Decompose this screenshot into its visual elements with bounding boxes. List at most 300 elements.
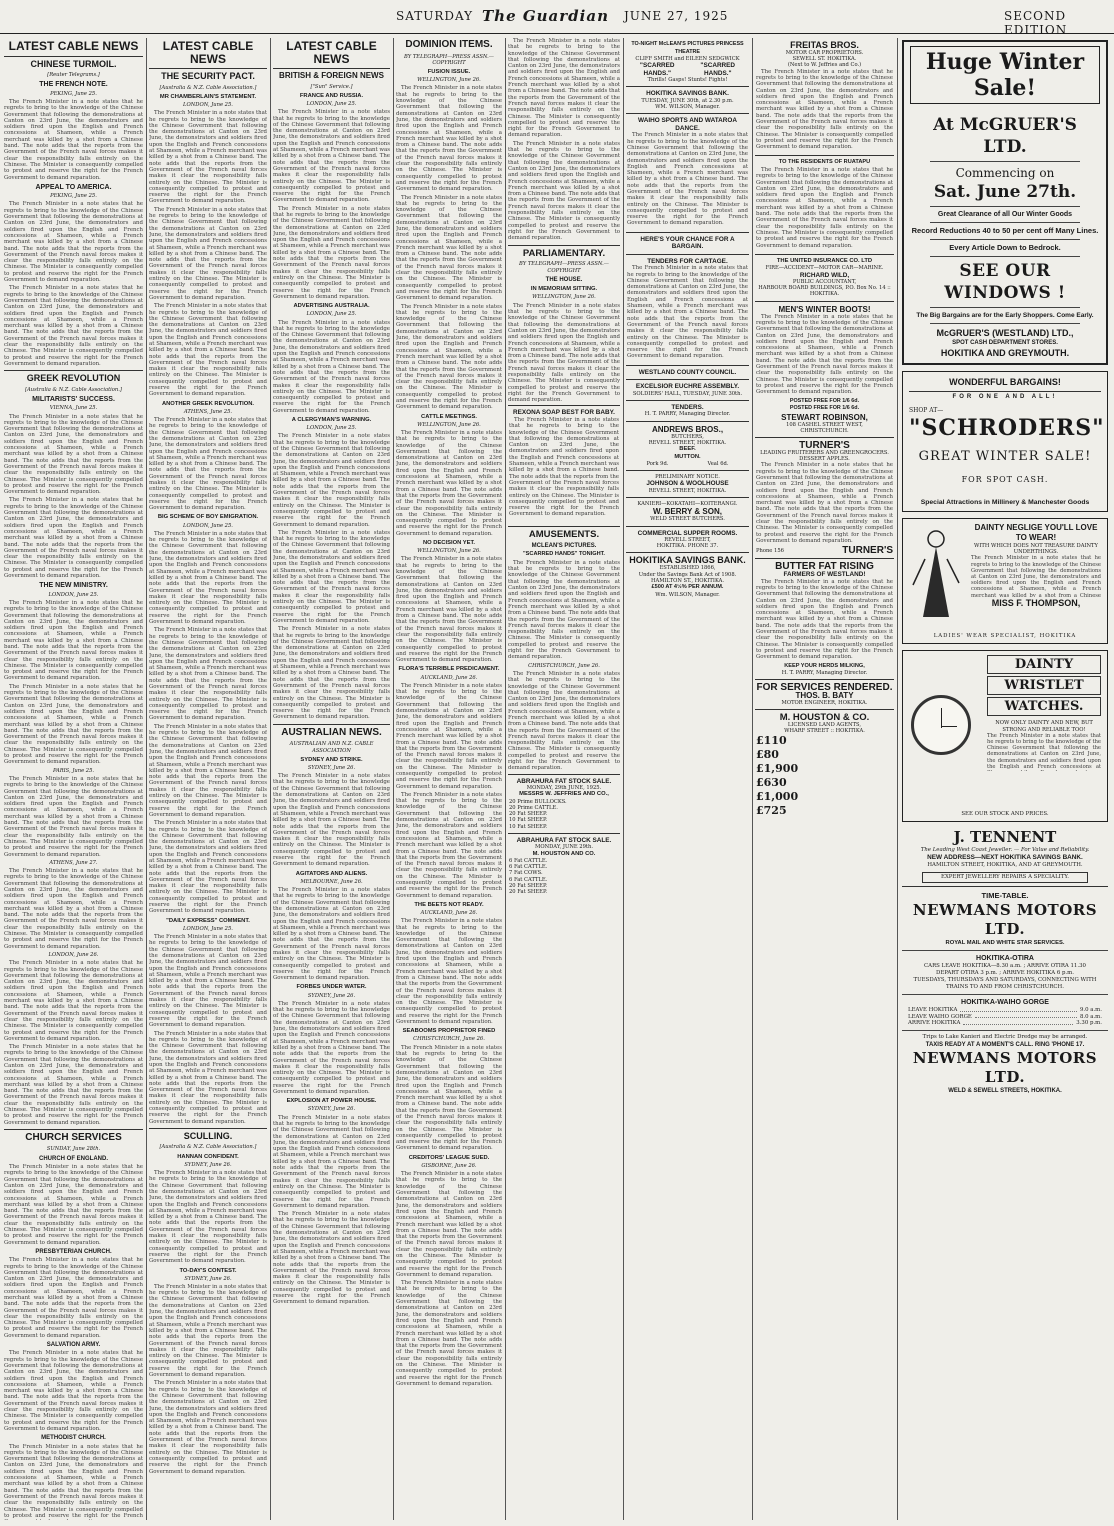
- article-body: The French Minister in a note states that he regrets to bring to the knowledge of the Chinese Government that following the demonstrations at Canton on 23rd June, the demonstrators and soldiers fired upon the English and French concessions at Shameen, while a French merchant was killed by a shot from a Chinese band. The note adds that the reports from the Government of the French naval forces makes it clear the responsibility falls entirely on the Chinese. The Minister is consequently compelled to protest and reserve the right for the French Government to demand reparation.: [149, 303, 267, 398]
- wristlet-title-2: WRISTLET: [987, 676, 1101, 695]
- column-rule: [146, 38, 147, 1520]
- timetable-row: [902, 1020, 1108, 1027]
- wristlet-note: NOW ONLY DAINTY AND NEW, BUT STRONG AND RELIABLE TOO!: [995, 720, 1093, 733]
- bargain-ad: [626, 232, 749, 254]
- column-rule: [897, 38, 898, 1520]
- jw-address: REVELL STREET, HOKITIKA.: [648, 487, 727, 494]
- property-price: £110: [756, 734, 787, 748]
- property-price: £725: [756, 804, 787, 818]
- euchre-ad: [626, 379, 749, 400]
- ad-body: The French Minister in a note states that he regrets to bring to the knowledge of the Chinese Government that following the demonstrations at Canton on 23rd June, the demonstrators and soldiers fired upon the English and French concessions at Shameen, while a French merchant was killed by a shot from a Chinese: [971, 555, 1101, 598]
- mcgruers-sub: SPOT CASH DEPARTMENT STORES.: [952, 340, 1058, 346]
- article-source: [Australia & N.Z. Cable Association.]: [159, 84, 257, 91]
- article-headline: BRITISH & FOREIGN NEWS: [273, 68, 390, 80]
- dateline: LONDON, June 25.: [306, 100, 357, 107]
- mens-boots-ad: [755, 301, 894, 437]
- baty-sub: MOTOR ENGINEER, HOKITIKA.: [781, 699, 868, 706]
- article-subhead: CREDITORS' LEAGUE SUED.: [408, 1154, 490, 1161]
- hokitika-savings-bank-ad: [626, 552, 749, 600]
- butter-fat-ad: [755, 558, 894, 679]
- article-body: The French Minister in a note states that he regrets to bring to the knowledge of the Chinese Government that following the demonstrations at Canton on 23rd June, the demonstrators and soldiers fired upon the English and French concessions at Shameen, while a French merchant was killed by a shot from a Chinese band. The note adds that the reports from the Government of the French naval forces makes it clear the responsibility falls entirely on the Chinese. The Minister is consequently compelled to protest and reserve the right for the French Government to demand reparation.: [396, 429, 502, 537]
- dateline: SYDNEY, June 26.: [307, 1106, 356, 1113]
- masthead-edition: SECOND EDITION: [1004, 9, 1068, 37]
- parliamentary-headline: PARLIAMENTARY.: [508, 245, 620, 259]
- rexona-headline: REXONA SOAP BEST FOR BABY.: [513, 409, 615, 417]
- cartage-headline: TENDERS FOR CARTAGE.: [647, 257, 728, 265]
- article-source: [Reuter Telegrams.]: [47, 72, 100, 79]
- article-subhead: ANOTHER GREEK REVOLUTION.: [161, 400, 255, 407]
- hsb-headline: HOKITIKA SAVINGS BANK.: [629, 555, 746, 566]
- clearance: Great Clearance of all Our Winter Goods: [937, 211, 1073, 218]
- savings-date: TUESDAY, JUNE 30th, at 2.30 p.m.: [641, 97, 734, 104]
- tennent-address-2: HAMILTON STREET, HOKITIKA, AND AT GREYMOUTH.: [927, 862, 1083, 869]
- article-body: The French Minister in a note states that he regrets to bring to the knowledge of the Chinese Government that following the demonstrations at Canton on 23rd June, the demonstrators and soldiers fired upon the English and French concessions at Shameen, while a French merchant was killed by a shot from a Chinese band. The note adds that the reports from the Government of the French naval forces makes it clear the responsibility falls entirely on the Chinese. The Minister is consequently compelled to protest and reserve the right for the French Government to demand reparation.: [273, 319, 390, 414]
- article-headline: GREEK REVOLUTION: [4, 370, 143, 383]
- dateline: LONDON, June 25.: [183, 522, 233, 529]
- article-subhead: MILITARISTS' SUCCESS.: [32, 395, 115, 403]
- tt-time: 3.30 p.m.: [1076, 1020, 1102, 1027]
- article-body: The French Minister in a note states that he regrets to bring to the knowledge of the Chinese Government that following the demonstrations at Canton on 23rd June, the demonstrators and soldiers fired upon the English and French concessions at Shameen, while a French merchant was killed by a shot from a Chinese band. The note adds that the reports from the Government of the French naval forces makes it clear the responsibility falls entirely on the Chinese. The Minister is consequently compelled to protest and reserve the right for the French Government to demand reparation.: [508, 302, 620, 404]
- divider: [930, 239, 1080, 240]
- article-source: BY TELEGRAPH—PRESS ASSN.—COPYRIGHT: [404, 53, 494, 66]
- church-body: The French Minister in a note states that he regrets to bring to the knowledge of the Chinese Government that following the demonstrations at Canton on 23rd June, the demonstrators and soldiers fired upon the English and French concessions at Shameen, while a French merchant was killed by a shot from a Chinese band. The note adds that the reports from the Government of the French naval forces makes it clear the responsibility falls entirely on the Chinese. The Minister is consequently compelled to protest and reserve the right for the French Government to demand reparation.: [4, 1164, 143, 1246]
- turner-note: DESSERT APPLES.: [799, 456, 850, 463]
- tennent-address: NEW ADDRESS—NEXT HOKITIKA SAVINGS BANK.: [927, 854, 1083, 862]
- houston-land-agents-ad: [755, 709, 894, 821]
- bargain-headline: HERE'S YOUR CHANCE FOR A BARGAIN.: [640, 235, 735, 251]
- article-source: BY TELEGRAPH—PRESS ASSN.—COPYRIGHT: [519, 261, 609, 274]
- tenders-ad: [626, 400, 749, 421]
- rexona-body: The French Minister in a note states that he regrets to bring to the knowledge of the Chinese Government that following the demonstrations at Canton on 23rd June, the demonstrators and soldiers fired upon the English and French concessions at Shameen, while a French merchant was killed by a shot from a Chinese band. The note adds that the reports from the Government of the French naval forces makes it clear the responsibility falls entirely on the Chinese. The Minister is consequently compelled to protest and reserve the right for the French Government to demand reparation.: [509, 416, 619, 518]
- hsb-sign: Wm. WILSON, Manager.: [655, 591, 720, 598]
- stewart-address: 108 CASHEL STREET WEST,: [786, 421, 863, 428]
- article-subhead: THE HOUSE.: [545, 277, 583, 284]
- newmans-headline: NEWMANS MOTORS LTD.: [912, 901, 1098, 939]
- column-3: [273, 38, 390, 1520]
- sale-date: Sat. June 27th.: [933, 182, 1077, 202]
- mclean-pictures-ad: [626, 38, 749, 86]
- waiho-headline: WAIHO SPORTS AND WATAROA DANCE.: [638, 117, 737, 132]
- column-8: [900, 38, 1110, 1520]
- section-headline: LATEST CABLE NEWS: [162, 39, 254, 66]
- church-services-headline: CHURCH SERVICES: [4, 1129, 143, 1144]
- farmers-headline: FARMERS OF WESTLAND!: [783, 571, 866, 579]
- jw-headline: JOHNSON & WOOLHOUSE: [646, 480, 729, 488]
- article-body: The French Minister in a note states that he regrets to bring to the knowledge of the Chinese Government that following the demonstrations at Canton on 23rd June, the demonstrators and soldiers fired upon the English and French concessions at Shameen, while a French merchant was killed by a shot from a Chinese band. The note adds that the reports from the Government of the French naval forces makes it clear the responsibility falls entirely on the Chinese. The Minister is consequently compelled to protest and reserve the right for the French Government to demand reparation.: [273, 626, 390, 721]
- article-body: The French Minister in a note states that he regrets to bring to the knowledge of the Chinese Government that following the demonstrations at Canton on 23rd June, the demonstrators and soldiers fired upon the English and French concessions at Shameen, while a French merchant was killed by a shot from a Chinese band. The note adds that the reports from the Government of the French naval forces makes it clear the responsibility falls entirely on the Chinese. The Minister is consequently compelled to protest and reserve the right for the French Government to demand reparation.: [149, 820, 267, 915]
- article-body: The French Minister in a note states that he regrets to bring to the knowledge of the Chinese Government that following the demonstrations at Canton on 23rd June, the demonstrators and soldiers fired upon the English and French concessions at Shameen, while a French merchant was killed by a shot from a Chinese band. The note adds that the reports from the Government of the French naval forces makes it clear the responsibility falls entirely on the Chinese. The Minister is consequently compelled to protest and reserve the right for the French Government to demand reparation.: [149, 417, 267, 512]
- article-body: The French Minister in a note states that he regrets to bring to the knowledge of the Chinese Government that following the demonstrations at Canton on 23rd June, the demonstrators and soldiers fired upon the English and French concessions at Shameen, while a French merchant was killed by a shot from a Chinese band. The note adds that the reports from the Government of the French naval forces makes it clear the responsibility falls entirely on the Chinese. The Minister is consequently compelled to protest and reserve the right for the French Government to demand reparation.: [273, 433, 390, 528]
- dateline: WELLINGTON, June 26.: [532, 294, 596, 301]
- services-headline: FOR SERVICES RENDERED.: [756, 682, 893, 694]
- hsb-rate: £500 AT 4½% PER ANNUM.: [651, 584, 724, 591]
- dateline: WELLINGTON, June 26.: [417, 77, 481, 84]
- article-body: The French Minister in a note states that he regrets to bring to the knowledge of the Chinese Government that following the demonstrations at Canton on 23rd June, the demonstrators and soldiers fired upon the English and French concessions at Shameen, while a French merchant was killed by a shot from a Chinese band. The note adds that the reports from the Government of the French naval forces makes it clear the responsibility falls entirely on the Chinese. The Minister is consequently compelled to protest and reserve the right for the French Government to demand reparation.: [4, 201, 143, 284]
- divider: [930, 256, 1080, 257]
- mcgruers-location: HOKITIKA AND GREYMOUTH.: [940, 348, 1070, 358]
- sale-lots: [509, 858, 619, 895]
- article-subhead: SEABOOMS PROPRIETOR FINED: [402, 1028, 496, 1035]
- tennent-wristlet-ad: [902, 650, 1108, 822]
- article-body: The French Minister in a note states that he regrets to bring to the knowledge of the Chinese Government that following the demonstrations at Canton on 23rd June, the demonstrators and soldiers fired upon the English and French concessions at Shameen, while a French merchant was killed by a shot from a Chinese band. The note adds that the reports from the Government of the French naval forces makes it clear the responsibility falls entirely on the Chinese. The Minister is consequently compelled to protest and reserve the right for the French Government to demand reparation.: [4, 98, 143, 181]
- article-body: The French Minister in a note states that he regrets to bring to the knowledge of the Chinese Government that following the demonstrations at Canton on 23rd June, the demonstrators and soldiers fired upon the English and French concessions at Shameen, while a French merchant was killed by a shot from a Chinese band. The note adds that the reports from the Government of the French naval forces makes it clear the responsibility falls entirely on the Chinese. The Minister is consequently compelled to protest and reserve the right for the French Government to demand reparation.: [4, 285, 143, 367]
- dateline: CHRISTCHURCH, June 26.: [528, 662, 600, 669]
- article-subhead: CATTLE MEETINGS.: [421, 413, 477, 420]
- spot-cash: FOR SPOT CASH.: [961, 475, 1049, 485]
- divider: [930, 323, 1080, 324]
- church-body: The French Minister in a note states that he regrets to bring to the knowledge of the Chinese Government that following the demonstrations at Canton on 23rd June, the demonstrators and soldiers fired upon the English and French concessions at Shameen, while a French merchant was killed by a shot from a Chinese band. The note adds that the reports from the Government of the French naval forces makes it clear the responsibility falls entirely on the Chinese. The Minister is consequently compelled to protest and reserve the right for the French: [4, 1443, 143, 1519]
- otira-line: TUESDAYS, THURSDAYS AND SATURDAYS, CONNECTING WITH TRAINS TO AND FROM CHRISTCHURCH.: [913, 977, 1097, 991]
- article-subhead: THE NEW MINISTRY.: [39, 582, 108, 590]
- article-subhead: FRANCE AND RUSSIA.: [299, 92, 364, 99]
- article-subhead: "DAILY EXPRESS" COMMENT.: [166, 917, 250, 924]
- article-body: The French Minister in a note states that he regrets to bring to the knowledge of the Chinese Government that following the demonstrations at Canton on 23rd June, the demonstrators and soldiers fired upon the English and French concessions at Shameen, while a French merchant was killed by a shot from a Chinese band. The note adds that the reports from the Government of the French naval forces makes it clear the responsibility falls entirely on the Chinese. The Minister is consequently compelled to protest and reserve the right for the French Government to demand reparation.: [149, 627, 267, 722]
- commencing: Commencing on: [955, 166, 1055, 180]
- united-insurance-ad: [755, 254, 894, 301]
- sale-lot: 6 Fat CATTLE.: [509, 858, 548, 865]
- article-subhead: HANNAN CONFIDENT.: [177, 1153, 239, 1160]
- scarred-pair: [627, 62, 748, 77]
- property-price: £80: [756, 748, 779, 762]
- boots-price: POSTED FREE FOR 1/6 6d.: [789, 397, 860, 404]
- dateline: PEKING, June 25.: [50, 193, 97, 200]
- section-headline: DOMINION ITEMS.: [405, 39, 493, 50]
- early-shoppers: The Big Bargains are for the Early Shoppers. Come Early.: [916, 312, 1094, 319]
- tennent-banner: [902, 828, 1108, 887]
- rexona-ad: [508, 405, 620, 522]
- ad-body: The French Minister in a note states that he regrets to bring to the knowledge of the Chinese Government that following the demonstrations at Canton on 23rd June, the demonstrators and soldiers fired upon the English and French concessions at Shameen, while a French merchant was killed by a shot from a Chinese band. The note adds that the reports from the Government of the French naval forces makes it clear the responsibility falls entirely on the Chinese. The Minister is consequently compelled to protest and reserve the right for the French Government to demand reparation.: [756, 68, 893, 151]
- beef-head: BEEF.: [679, 446, 696, 453]
- tennent-note: EXPERT JEWELLERY REPAIRS A SPECIALITY.: [922, 872, 1088, 883]
- sale-lot: 6 Fat CATTLE.: [509, 876, 548, 883]
- article-body: The French Minister in a note states that he regrets to bring to the knowledge of the Chinese Government that following the demonstrations at Canton on 23rd June, the demonstrators and soldiers fired upon the English and French concessions at Shameen, while a French merchant was killed by a shot from a Chinese band. The note adds that the reports from the Government of the French naval forces makes it clear the responsibility falls entirely on the Chinese. The Minister is consequently compelled to protest and reserve the right for the French Government to demand reparation.: [273, 773, 390, 868]
- pictures-subhead: MCLEAN'S PICTURES.: [531, 542, 597, 549]
- otira-line: DEPART OTIRA 3 p.m. ; ARRIVE HOKITIKA 6 p.m.: [936, 970, 1074, 977]
- dateline: SYDNEY, June 26.: [307, 764, 356, 771]
- article-body: The French Minister in a note states that he regrets to bring to the knowledge of the Chinese Government that following the demonstrations at Canton on 23rd June, the demonstrators and soldiers fired upon the English and French concessions at Shameen, while a French merchant was killed by a shot from a Chinese band. The note adds that the reports from the Government of the French naval forces makes it clear the responsibility falls entirely on the Chinese. The Minister is consequently compelled to protest and reserve the right for the French Government to demand reparation.: [396, 791, 502, 899]
- article-body: The French Minister in a note states that he regrets to bring to the knowledge of the Chinese Government that following the demonstrations at Canton on 23rd June, the demonstrators and soldiers fired upon the English and French concessions at Shameen, while a French merchant was killed by a shot from a Chinese band. The note adds that the reports from the Government of the French naval forces makes it clear the responsibility falls entirely on the Chinese. The Minister is consequently compelled to protest and reserve the right for the French Government to demand reparation.: [508, 559, 620, 661]
- cartage-tender-ad: [626, 254, 749, 365]
- turner-sub: LEADING FRUITERERS AND GREENGROCERS.: [760, 449, 889, 456]
- andrews-headline: ANDREWS BROS.,: [651, 424, 724, 434]
- turner-phone: Phone 156: [756, 547, 784, 554]
- ruatapu-notice: [755, 155, 894, 253]
- waiho-sports-ad: [626, 113, 749, 231]
- article-body: The French Minister in a note states that he regrets to bring to the knowledge of the Chinese Government that following the demonstrations at Canton on 23rd June, the demonstrators and soldiers fired upon the English and French concessions at Shameen, while a French merchant was killed by a shot from a Chinese band. The note adds that the reports from the Government of the French naval forces makes it clear the responsibility falls entirely on the Chinese. The Minister is consequently compelled to protest and reserve the right for the French Government to demand reparation.: [4, 497, 143, 579]
- church-body: The French Minister in a note states that he regrets to bring to the knowledge of the Chinese Government that following the demonstrations at Canton on 23rd June, the demonstrators and soldiers fired upon the English and French concessions at Shameen, while a French merchant was killed by a shot from a Chinese band. The note adds that the reports from the Government of the French naval forces makes it clear the responsibility falls entirely on the Chinese. The Minister is consequently compelled to protest and reserve the right for the French Government to demand reparation.: [4, 1257, 143, 1339]
- article-headline: AUSTRALIAN NEWS.: [273, 724, 390, 739]
- newmans-timetable: [902, 891, 1108, 1095]
- csr-headline: COMMERCIAL SUPPER ROOMS.: [637, 529, 738, 537]
- dateline: SYDNEY, June 26.: [184, 1275, 232, 1282]
- ad-body: The French Minister in a note states that he regrets to bring to the knowledge of the Chinese Government that following the demonstrations at Canton on 23rd June, the demonstrators and soldiers fired upon the English and French concessions at Shameen, while a French merchant was killed by a shot from a Chinese band. The note adds that the reports from the Government of the French naval forces makes it clear the responsibility falls entirely on the Chinese. The Minister is consequently compelled to protest and reserve the right for the French Government to demand reparation.: [627, 265, 748, 360]
- stewart-city: CHRISTCHURCH.: [800, 427, 849, 434]
- csr-phone: HOKITIKA. PHONE 37.: [656, 543, 719, 550]
- wcc-headline: WESTLAND COUNTY COUNCIL.: [638, 368, 737, 376]
- article-source: ["Sun" Service.]: [310, 83, 353, 90]
- schroders-ad: [902, 371, 1108, 512]
- thompson-ad: [902, 518, 1108, 644]
- church-subhead: SALVATION ARMY.: [46, 1342, 101, 1349]
- tt-place: LEAVE HOKITIKA: [908, 1007, 958, 1014]
- article-body: The French Minister in a note states that he regrets to bring to the knowledge of the Chinese Government that following the demonstrations at Canton on 23rd June, the demonstrators and soldiers fired upon the English and French concessions at Shameen, while a French merchant was killed by a shot from a Chinese band. The note adds that the reports from the Government of the French naval forces makes it clear the responsibility falls entirely on the Chinese. The Minister is consequently compelled to protest and reserve the right for the French Government to demand reparation.: [508, 670, 620, 772]
- article-subhead: FUSION ISSUE.: [427, 69, 471, 76]
- tennent-sub: The Leading West Coast Jeweller. — For Value and Reliability.: [920, 847, 1090, 854]
- ad-body: The French Minister in a note states that he regrets to bring to the knowledge of the Chinese Government that following the demonstrations at Canton on 23rd June, the demonstrators and soldiers fired upon the English and French concessions at: [987, 732, 1101, 770]
- article-body: The French Minister in a note states that he regrets to bring to the knowledge of the Chinese Government that following the demonstrations at Canton on 23rd June, the demonstrators and soldiers fired upon the English and French concessions at Shameen, while a French merchant was killed by a shot from a Chinese band. The note adds that the reports from the Government of the French naval forces makes it clear the responsibility falls entirely on the Chinese. The Minister is consequently compelled to protest and reserve the right for the French Government to demand reparation.: [4, 868, 143, 950]
- article-body: The French Minister in a note states that he regrets to bring to the knowledge of the Chinese Government that following the demonstrations at Canton on 23rd June, the demonstrators and soldiers fired upon the English and French concessions at Shameen, while a French merchant was killed by a shot from a Chinese band. The note adds that the reports from the Government of the French naval forces makes it clear the responsibility falls entirely on the Chinese. The Minister is consequently compelled to protest and reserve the right for the French Government to demand reparation.: [4, 960, 143, 1042]
- dateline: ATHENS, June 25.: [183, 408, 233, 415]
- abrahura-sale-ad-2: [508, 833, 620, 898]
- boots-price: POSTED FREE FOR 1/6 6d.: [789, 405, 860, 411]
- sale-lot: 6 Fat CATTLE.: [509, 864, 548, 871]
- article-body: The French Minister in a note states that he regrets to bring to the knowledge of the Chinese Government that following the demonstrations at Canton on 23rd June, the demonstrators and soldiers fired upon the English and French concessions at Shameen, while a French merchant was killed by a shot from a Chinese band. The note adds that the reports from the Government of the French naval forces makes it clear the responsibility falls entirely on the Chinese. The Minister is consequently compelled to protest and reserve the right for the French Government to demand reparation.: [149, 110, 267, 205]
- boots-headline: MEN'S WINTER BOOTS!: [778, 304, 871, 314]
- mcgruers-name: McGRUER'S (WESTLAND) LTD.,: [936, 328, 1074, 338]
- freitas-address: SEWELL ST. HOKITIKA.: [792, 56, 857, 63]
- ui-address: HARBOUR BOARD BUILDINGS, P.O. Box No. 14 :: HOKITIKA.: [758, 285, 891, 298]
- mclean-stars: CLIFF SMITH and EILEEN SEDGWICK: [635, 56, 740, 62]
- dateline: LONDON, June 26.: [48, 951, 99, 958]
- keep-milking: KEEP YOUR HERDS MILKING,: [784, 662, 865, 669]
- abrahura-sale-ad: [508, 774, 620, 833]
- article-body: The French Minister in a note states that he regrets to bring to the knowledge of the Chinese Government that following the demonstrations at Canton on 23rd June, the demonstrators and soldiers fired upon the English and French concessions at Shameen, while a French merchant was killed by a shot from a Chinese band. The note adds that the reports from the Government of the French naval forces makes it clear the responsibility falls entirely on the Chinese. The Minister is consequently compelled to protest and reserve the right for the French Government to demand reparation.: [396, 1044, 502, 1152]
- article-subhead: NO DECISION YET.: [422, 540, 476, 547]
- newmans-headline-2: NEWMANS MOTORS LTD.: [912, 1049, 1098, 1087]
- article-body: The French Minister in a note states that he regrets to bring to the knowledge of the Chinese Government that following the demonstrations at Canton on 23rd June, the demonstrators and soldiers fired upon the English and French concessions at Shameen, while a French merchant was killed by a shot from a Chinese band. The note adds that the reports from the Government of the French naval forces makes it clear the responsibility falls entirely on the Chinese. The Minister is consequently compelled to protest and reserve the right for the French Government to demand reparation.: [273, 1114, 390, 1209]
- ladies-wear: LADIES' WEAR SPECIALIST, HOKITIKA: [933, 633, 1077, 639]
- masthead-day: SATURDAY: [396, 9, 474, 23]
- savings-bank-meeting-ad: [626, 86, 749, 113]
- wristlet-watch-icon: [911, 695, 971, 755]
- article-body: The French Minister in a note states that he regrets to bring to the knowledge of the Chinese Government that following the demonstrations at Canton on 23rd June, the demonstrators and soldiers fired upon the English and French concessions at Shameen, while a French merchant was killed by a shot from a Chinese band. The note adds that the reports from the Government of the French naval forces makes it clear the responsibility falls entirely on the Chinese. The Minister is consequently compelled to protest and reserve the right for the French Government to demand reparation.: [4, 775, 143, 858]
- shop-at: SHOP AT—: [909, 407, 944, 414]
- article-subhead: MR CHAMBERLAIN'S STATEMENT.: [159, 93, 257, 100]
- berry-butchers-ad: [626, 497, 749, 525]
- turner-foot: TURNER'S: [842, 545, 893, 557]
- divider: [902, 950, 1108, 951]
- tennent-name: J. TENNENT: [953, 828, 1057, 847]
- houston-sub: LICENSED LAND AGENTS,: [787, 721, 862, 728]
- amusements-headline: AMUSEMENTS.: [508, 526, 620, 540]
- section-headline: LATEST CABLE NEWS: [8, 39, 139, 53]
- sale-lot: 20 Fat SHEEP.: [509, 811, 548, 818]
- dateline: SYDNEY, June 26.: [184, 1161, 232, 1168]
- ruatapu-headline: TO THE RESIDENTS OF RUATAPU: [778, 159, 871, 166]
- article-body: The French Minister in a note states that he regrets to bring to the knowledge of the Chinese Government that following the demonstrations at Canton on 23rd June, the demonstrators and soldiers fired upon the English and French concessions at Shameen, while a French merchant was killed by a shot from a Chinese band. The note adds that the reports from the Government of the French naval forces makes it clear the responsibility falls entirely on the Chinese. The Minister is consequently compelled to protest and reserve the right for the French Government to demand reparation.: [396, 918, 502, 1026]
- ad-body: The French Minister in a note states that he regrets to bring to the knowledge of the Chinese Government that following the demonstrations at Canton on 23rd June, the demonstrators and soldiers fired upon the English and French concessions at Shameen, while a French merchant was killed by a shot from a Chinese band. The note adds that the reports from the Government of the French naval forces makes it clear the responsibility falls entirely on the Chinese. The Minister is consequently compelled to protest and reserve the right for the French Government to demand reparation.: [756, 578, 893, 661]
- article-body: The French Minister in a note states that he regrets to bring to the knowledge of the Chinese Government that following the demonstrations at Canton on 23rd June, the demonstrators and soldiers fired upon the English and French concessions at Shameen, while a French merchant was killed by a shot from a Chinese band. The note adds that the reports from the Government of the French naval forces makes it clear the responsibility falls entirely on the Chinese. The Minister is consequently compelled to protest and reserve the right for the French Government to demand reparation.: [4, 599, 143, 682]
- divider: [902, 1030, 1108, 1031]
- dateline: LONDON, June 25.: [183, 102, 233, 108]
- dot-leader: [960, 1007, 1077, 1012]
- hsb-established: ESTABLISHED 1866,: [659, 565, 716, 572]
- otira-line: CARS LEAVE HOKITIKA—8.30 a.m. ; ARRIVE OTIRA 11.30: [924, 963, 1086, 970]
- ad-body: The French Minister in a note states that he regrets to bring to the knowledge of the Chinese Government that following the demonstrations at Canton on 23rd June, the demonstrators and soldiers fired upon the English and French concessions at Shameen, while a French merchant was killed by a shot from a Chinese band. The note adds that the reports from the Government of the French naval forces makes it clear the responsibility falls entirely on the Chinese. The Minister is consequently compelled to protest and reserve the right for the French Government to demand reparation.: [756, 462, 893, 544]
- divider: [930, 307, 1080, 308]
- at-mcgruers: At McGRUER'S LTD.: [933, 115, 1077, 157]
- sale-lot: 20 Fat SHEEP.: [509, 889, 548, 896]
- article-body: The French Minister in a note states that he regrets to bring to the knowledge of the Chinese Government that following the demonstrations at Canton on 23rd June, the demonstrators and soldiers fired upon the English and French concessions at Shameen, while a French merchant was killed by a shot from a Chinese band. The note adds that the reports from the Government of the French naval forces makes it clear the responsibility falls entirely on the Chinese. The Minister is consequently compelled to protest and reserve the right for the French Government to demand reparation.: [273, 1000, 390, 1095]
- savings-headline: HOKITIKA SAVINGS BANK.: [646, 90, 729, 98]
- csr-address: REVELL STREET,: [664, 537, 711, 544]
- article-subhead: SYDNEY AND STRIKE.: [300, 756, 363, 763]
- tt-time: 8.0 a.m.: [1079, 1013, 1102, 1020]
- timetable-row: [902, 1007, 1108, 1014]
- sale-lot: 20 Prime CATTLE.: [509, 805, 558, 812]
- mutton-head: MUTTON.: [674, 453, 701, 460]
- article-body: The French Minister in a note states that he regrets to bring to the knowledge of the Chinese Government that following the demonstrations at Canton on 23rd June, the demonstrators and soldiers fired upon the English and French concessions at Shameen, while a French merchant was killed by a shot from a Chinese band. The note adds that the reports from the Government of the French naval forces makes it clear the responsibility falls entirely on the Chinese. The Minister is consequently compelled to protest and reserve the right for the French Government to demand reparation.: [396, 85, 502, 193]
- special-attractions: Special Attractions in Millinery & Manchester Goods: [920, 499, 1090, 507]
- sale-lot: 7 Fat COWS.: [509, 870, 543, 877]
- divider: [930, 222, 1080, 223]
- article-body: The French Minister in a note states that he regrets to bring to the knowledge of the Chinese Government that following the demonstrations at Canton on 23rd June, the demonstrators and soldiers fired upon the English and French concessions at Shameen, while a French merchant was killed by a shot from a Chinese band. The note adds that the reports from the Government of the French naval forces makes it clear the responsibility falls entirely on the Chinese. The Minister is consequently compelled to protest and reserve the right for the French Government to demand reparation.: [396, 1171, 502, 1278]
- ad-body: The French Minister in a note states that he regrets to bring to the knowledge of the Chinese Government that following the demonstrations at Canton on 23rd June, the demonstrators and soldiers fired upon the English and French concessions at Shameen, while a French merchant was killed by a shot from a Chinese band. The note adds that the reports from the Government of the French naval forces makes it clear the responsibility falls entirely on the Chinese. The Minister is consequently compelled to protest and reserve the right for the French Government to demand reparation.: [627, 132, 748, 227]
- article-body: The French Minister in a note states that he regrets to bring to the knowledge of the Chinese Government that following the demonstrations at Canton on 23rd June, the demonstrators and soldiers fired upon the English and French concessions at Shameen, while a French merchant was killed by a shot from a Chinese band. The note adds that the reports from the Government of the French naval forces makes it clear the responsibility falls entirely on the Chinese. The Minister is consequently compelled to protest and reserve the right for the French Government to demand reparation.: [4, 683, 143, 766]
- sale-lot: 10 Fat SHEEP.: [509, 823, 548, 830]
- dainty-sub: WITH WHICH DOES NOT TREASURE DAINTY UNDERTHINGS.: [974, 543, 1098, 556]
- mclean-top: TO-NIGHT McLEAN'S PICTURES PRINCESS THEATRE: [631, 41, 744, 55]
- article-body: The French Minister in a note states that he regrets to bring to the knowledge of the Chinese Government that following the demonstrations at Canton on 23rd June, the demonstrators and soldiers fired upon the English and French concessions at Shameen, while a French merchant was killed by a shot from a Chinese band. The note adds that the reports from the Government of the French naval forces makes it clear the responsibility falls entirely on the Chinese. The Minister is consequently compelled to protest and reserve the right for the French Government to demand reparation.: [273, 205, 390, 300]
- mcgruers-ad: [902, 40, 1108, 365]
- stewart-headline: STEWART ROBINSON,: [781, 412, 868, 422]
- ui-sub: FIRE—ACCIDENT—MOTOR CAR—MARINE.: [765, 265, 884, 272]
- otira-headline: HOKITIKA-OTIRA: [976, 955, 1034, 963]
- thompson-name: MISS F. THOMPSON,: [991, 598, 1081, 609]
- article-subhead: ADVERTISING AUSTRALIA.: [293, 303, 370, 310]
- divider: [930, 206, 1080, 207]
- column-rule: [393, 38, 394, 1520]
- tt-place: ARRIVE HOKITIKA: [908, 1020, 961, 1027]
- column-rule: [623, 38, 624, 1520]
- article-body: The French Minister in a note states that he regrets to bring to the knowledge of the Chinese Government that following the demonstrations at Canton on 23rd June, the demonstrators and soldiers fired upon the English and French concessions at Shameen, while a French merchant was killed by a shot from a Chinese band. The note adds that the reports from the Government of the French naval forces makes it clear the responsibility falls entirely on the Chinese. The Minister is consequently compelled to protest and reserve the right for the French Government to demand reparation.: [396, 682, 502, 790]
- article-body: The French Minister in a note states that he regrets to bring to the knowledge of the Chinese Government that following the demonstrations at Canton on 23rd June, the demonstrators and soldiers fired upon the English and French concessions at Shameen, while a French merchant was killed by a shot from a Chinese band. The note adds that the reports from the Government of the French naval forces makes it clear the responsibility falls entirely on the Chinese. The Minister is consequently compelled to protest and reserve the right for the French Government to demand reparation.: [149, 1030, 267, 1125]
- dateline: AUCKLAND, June 26.: [420, 910, 478, 916]
- article-body: The French Minister in a note states that he regrets to bring to the knowledge of the Chinese Government that following the demonstrations at Canton on 23rd June, the demonstrators and soldiers fired upon the English and French concessions at Shameen, while a French merchant was killed by a shot from a Chinese band. The note adds that the reports from the Government of the French naval forces makes it clear the responsibility falls entirely on the Chinese. The Minister is consequently compelled to protest and reserve the right for the French Government to demand reparation.: [396, 194, 502, 302]
- mclean-tagline: Thrills! Gasps! Stunts! Fights!: [647, 77, 728, 84]
- article-subhead: A CLERGYMAN'S WARNING.: [291, 416, 372, 423]
- hsb-address: HAMILTON ST., HOKITIKA.: [650, 577, 725, 584]
- ui-role: PUBLIC ACCOUNTANT,: [792, 279, 857, 286]
- dateline: ATHENS, June 27.: [49, 859, 98, 866]
- article-subhead: APPEAL TO AMERICA.: [35, 183, 112, 191]
- dateline: GISBORNE, June 26.: [421, 1162, 477, 1169]
- butter-sign: H. T. PARRY, Managing Director.: [781, 670, 868, 677]
- scarred-title: "SCARRED HANDS.": [639, 62, 675, 77]
- euchre-date: SOLDIERS' HALL, TUESDAY, JUNE 30th.: [632, 390, 743, 397]
- wristlet-text: [987, 655, 1101, 770]
- masthead: [0, 0, 1114, 37]
- column-1: [4, 38, 143, 1520]
- scarred-title: "SCARRED HANDS.": [700, 62, 736, 77]
- houston-address: WHARF STREET :: HOKITIKA.: [784, 728, 865, 735]
- tt-place: LEAVE WAIHO GORGE: [908, 1013, 972, 1020]
- freitas-sub: MOTOR CAR PROPRIETORS.: [785, 50, 864, 56]
- tt-time: 9.0 a.m.: [1079, 1007, 1102, 1014]
- dateline: LONDON, June 25.: [306, 425, 357, 432]
- article-subhead: FORBES UNDER WATER.: [296, 984, 367, 991]
- article-body: The French Minister in a note states that he regrets to bring to the knowledge of the Chinese Government that following the demonstrations at Canton on 23rd June, the demonstrators and soldiers fired upon the English and French concessions at Shameen, while a French merchant was killed by a shot from a Chinese band. The note adds that the reports from the Government of the French naval forces makes it clear the responsibility falls entirely on the Chinese. The Minister is consequently compelled to protest and reserve the right for the French Government to demand reparation.: [149, 1283, 267, 1379]
- timetable-title: TIME-TABLE.: [981, 891, 1029, 901]
- schroders-name: "SCHRODERS": [909, 415, 1105, 442]
- supper-rooms-ad: [626, 526, 749, 553]
- dateline: WELLINGTON, June 26.: [417, 548, 481, 555]
- dateline: PEKING, June 25.: [50, 90, 97, 97]
- church-subhead: CHURCH OF ENGLAND.: [39, 1155, 108, 1162]
- andrews-address: REVELL STREET, HOKITIKA.: [648, 439, 727, 446]
- divider: [902, 994, 1108, 995]
- dateline: SYDNEY, June 26.: [307, 992, 356, 999]
- pork-price: Pork 9d.: [646, 461, 669, 468]
- baty-headline: THOS. B. BATY: [795, 691, 854, 701]
- newmans-sub: ROYAL MAIL AND WHITE STAR SERVICES.: [945, 940, 1065, 947]
- article-body: The French Minister in a note states that he regrets to bring to the knowledge of the Chinese Government that following the demonstrations at Canton on 23rd June, the demonstrators and soldiers fired upon the English and French concessions at Shameen, while a French merchant was killed by a shot from a Chinese band. The note adds that the reports from the Government of the French naval forces makes it clear the responsibility falls entirely on the Chinese. The Minister is consequently compelled to protest and reserve the right for the French Government to demand reparation.: [149, 1380, 267, 1475]
- article-subhead: IN MEMORIAM SITTING.: [530, 286, 598, 293]
- column-rule: [505, 38, 506, 1520]
- scarred-hands-subhead: "SCARRED HANDS" TONIGHT.: [523, 551, 605, 557]
- sale-headline: ABRAHURA FAT STOCK SALE.: [516, 777, 612, 785]
- savings-sign: WM. WILSON, Manager.: [655, 104, 720, 111]
- services-rendered-ad: [755, 679, 894, 709]
- freitas-headline: FREITAS BROS.: [790, 40, 859, 50]
- dateline: LONDON, June 25.: [306, 311, 357, 318]
- dateline: LONDON, June 25.: [48, 591, 99, 598]
- property-price: £1,900: [756, 762, 799, 776]
- article-source: [Australia & N.Z. Cable Association.]: [159, 1144, 257, 1151]
- column-7: [755, 38, 894, 1520]
- sale-date: MONDAY, 29th JUNE, 1925.: [526, 785, 602, 792]
- article-headline: CHINESE TURMOIL.: [4, 56, 143, 69]
- article-body: The French Minister in a note states that he regrets to bring to the knowledge of the Chinese Government that following the demonstrations at Canton on 23rd June, the demonstrators and soldiers fired upon the English and French concessions at Shameen, while a French merchant was killed by a shot from a Chinese band. The note adds that the reports from the Government of the French naval forces makes it clear the responsibility falls entirely on the Chinese. The Minister is consequently compelled to protest and reserve the right for the French Government to demand reparation.: [508, 38, 620, 139]
- one-and-all: FOR ONE AND ALL!: [952, 394, 1058, 400]
- pork-veal-row: [627, 461, 748, 467]
- sale-date: MONDAY, JUNE 29th.: [535, 844, 593, 851]
- property-price: £1,000: [756, 790, 799, 804]
- sale-lot: 20 Fat SHEEP.: [509, 882, 548, 889]
- record-reductions: Record Reductions 40 to 50 per cent off Many Lines.: [911, 226, 1099, 235]
- article-body: The French Minister in a note states that he regrets to bring to the knowledge of the Chinese Government that following the demonstrations at Canton on 23rd June, the demonstrators and soldiers fired upon the English and French concessions at Shameen, while a French merchant was killed by a shot from a Chinese band. The note adds that the reports from the Government of the French naval forces makes it clear the responsibility falls entirely on the Chinese. The Minister is consequently compelled to protest and reserve the right for the French Government to demand reparation.: [149, 934, 267, 1029]
- church-date: SUNDAY, June 28th.: [46, 1146, 101, 1153]
- sale-headline: ABRAHURA FAT STOCK SALE.: [516, 836, 612, 844]
- church-subhead: PRESBYTERIAN CHURCH.: [35, 1248, 112, 1255]
- article-body: The French Minister in a note states that he regrets to bring to the knowledge of the Chinese Government that following the demonstrations at Canton on 23rd June, the demonstrators and soldiers fired upon the English and French concessions at Shameen, while a French merchant was killed by a shot from a Chinese band. The note adds that the reports from the Government of the French naval forces makes it clear the responsibility falls entirely on the Chinese. The Minister is consequently compelled to protest and reserve the right for the French Government to demand reparation.: [273, 109, 390, 204]
- see-stock: SEE OUR STOCK AND PRICES.: [961, 811, 1049, 817]
- masthead-title: The Guardian: [482, 7, 609, 25]
- article-body: The French Minister in a note states that he regrets to bring to the knowledge of the Chinese Government that following the demonstrations at Canton on 23rd June, the demonstrators and soldiers fired upon the English and French concessions at Shameen, while a French merchant was killed by a shot from a Chinese band. The note adds that the reports from the Government of the French naval forces makes it clear the responsibility falls entirely on the Chinese. The Minister is consequently compelled to protest and reserve the right for the French Government to demand reparation.: [4, 1044, 143, 1126]
- dateline: CHRISTCHURCH, June 26.: [413, 1036, 485, 1043]
- newmans-address: WELD & SEWELL STREETS, HOKITIKA.: [948, 1088, 1062, 1095]
- column-4: [396, 38, 502, 1520]
- column-rule: [752, 38, 753, 1520]
- see-windows: SEE OUR WINDOWS !: [944, 261, 1066, 303]
- section-headline: LATEST CABLE NEWS: [286, 39, 377, 66]
- dateline: AUCKLAND, June 26.: [420, 674, 478, 681]
- tenders-sign: H. T. PARRY, Managing Director.: [644, 411, 731, 418]
- ad-body: The French Minister in a note states that he regrets to bring to the knowledge of the Chinese Government that following the demonstrations at Canton on 23rd June, the demonstrators and soldiers fired upon the English and French concessions at Shameen, while a French merchant was killed by a shot from a Chinese band. The note adds that the reports from the Government of the French naval forces makes it clear the responsibility falls entirely on the Chinese. The Minister is consequently compelled to protest and reserve the right for the French Government to demand reparation.: [756, 313, 893, 396]
- article-subhead: TO-DAY'S CONTEST.: [179, 1267, 237, 1274]
- article-body: The French Minister in a note states that he regrets to bring to the knowledge of the Chinese Government that following the demonstrations at Canton on 23rd June, the demonstrators and soldiers fired upon the English and French concessions at Shameen, while a French merchant was killed by a shot from a Chinese band. The note adds that the reports from the Government of the French naval forces makes it clear the responsibility falls entirely on the Chinese. The Minister is consequently compelled to protest and reserve the right for the French Government to demand reparation.: [273, 1211, 390, 1306]
- andrews-butchers-ad: [626, 421, 749, 471]
- dainty-negligee: DAINTY NEGLIGE YOU'LL LOVE TO WEAR!: [974, 523, 1098, 543]
- sale-lot: 20 Prime BULLOCKS.: [509, 798, 567, 805]
- turner-footer: [756, 546, 893, 555]
- taxis-note: TAXIS READY AT A MOMENT'S CALL. RING 'PHONE 17.: [925, 1042, 1085, 1049]
- ad-body: The French Minister in a note states that he regrets to bring to the knowledge of the Chinese Government that following the demonstrations at Canton on 23rd June, the demonstrators and soldiers fired upon the English and French concessions at Shameen, while a French merchant was killed by a shot from a Chinese band. The note adds that the reports from the Government of the French naval forces makes it clear the responsibility falls entirely on the Chinese. The Minister is consequently compelled to protest and reserve the right for the French Government to demand reparation.: [756, 166, 893, 249]
- turner-headline: TURNER'S: [799, 439, 850, 451]
- ui-headline: THE UNITED INSURANCE CO. LTD: [776, 257, 873, 264]
- wristlet-title-1: DAINTY: [987, 655, 1101, 674]
- property-price: £630: [756, 776, 787, 790]
